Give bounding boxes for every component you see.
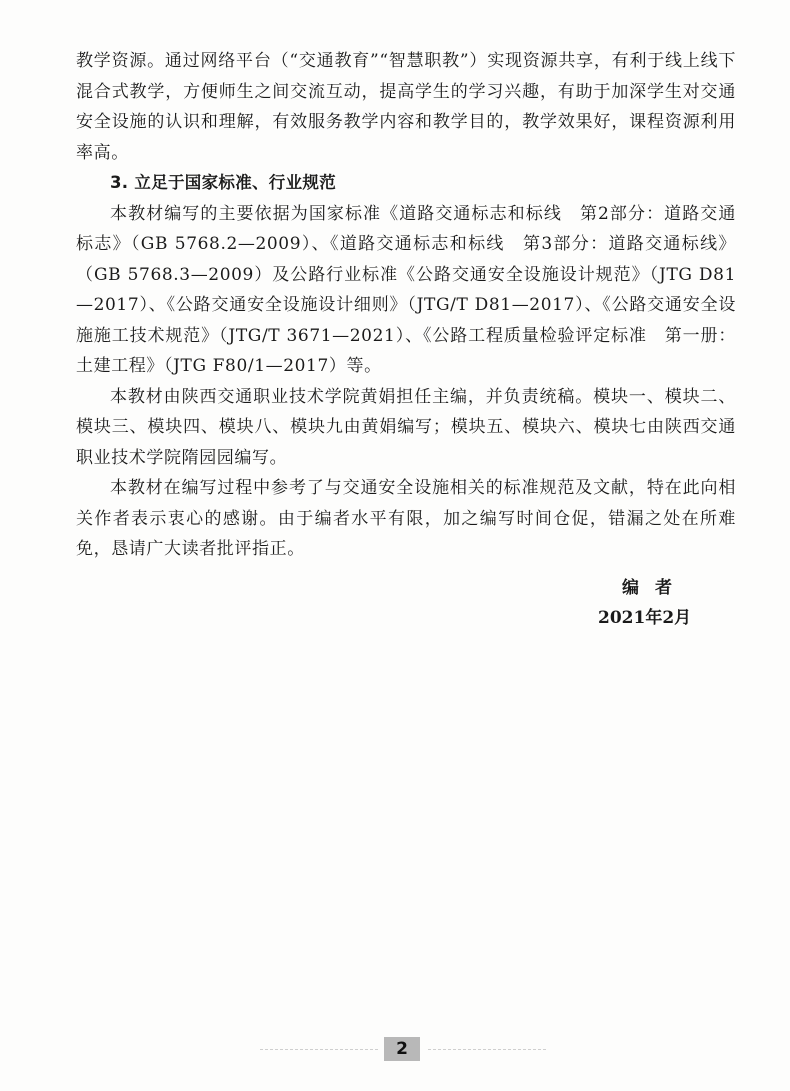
page-body bbox=[76, 46, 736, 565]
page-number: 2 bbox=[396, 1039, 408, 1059]
signature-date: 2021年2月 bbox=[598, 608, 692, 628]
section-heading-standards: 3. 立足于国家标准、行业规范 bbox=[110, 173, 336, 192]
paragraph-resources: 教学资源。通过网络平台（“交通教育”“智慧职教”）实现资源共享，有利于线上线下混合式教学，方便师生之间交流互动，提高学生的学习兴趣，有助于加深学生对交通安全设施的认识和理解，有效服务教学内容和教学目的，教学效果好，课程资源利用率高。 bbox=[76, 51, 736, 163]
footer-rule-left bbox=[260, 1049, 378, 1051]
page-number-badge bbox=[384, 1037, 420, 1061]
signature-block bbox=[560, 573, 740, 633]
signature-author: 编者 bbox=[622, 578, 688, 598]
paragraph-standards: 本教材编写的主要依据为国家标准《道路交通标志和标线 第2部分：道路交通标志》（GB 5768.2—2009）、《道路交通标志和标线 第3部分：道路交通标线》（GB 5768.3—2009）及公路行业标准《公路交通安全设施设计规范》（JTG D81—2017）、《公路交通安全设施设计细则》（JTG/T D81—2017）、《公路交通安全设施施工技术规范》（JTG/T 3671—2021）、《公路工程质量检验评定标准 第一册：土建工程》（JTG F80/1—2017）等。 bbox=[76, 203, 736, 376]
paragraph-acknowledgement: 本教材在编写过程中参考了与交通安全设施相关的标准规范及文献，特在此向相关作者表示衷心的感谢。由于编者水平有限，加之编写时间仓促，错漏之处在所难免，恳请广大读者批评指正。 bbox=[76, 478, 736, 559]
paragraph-authors: 本教材由陕西交通职业技术学院黄娟担任主编，并负责统稿。模块一、模块二、模块三、模块四、模块八、模块九由黄娟编写；模块五、模块六、模块七由陕西交通职业技术学院隋园园编写。 bbox=[76, 386, 736, 468]
footer-rule-right bbox=[428, 1049, 546, 1051]
